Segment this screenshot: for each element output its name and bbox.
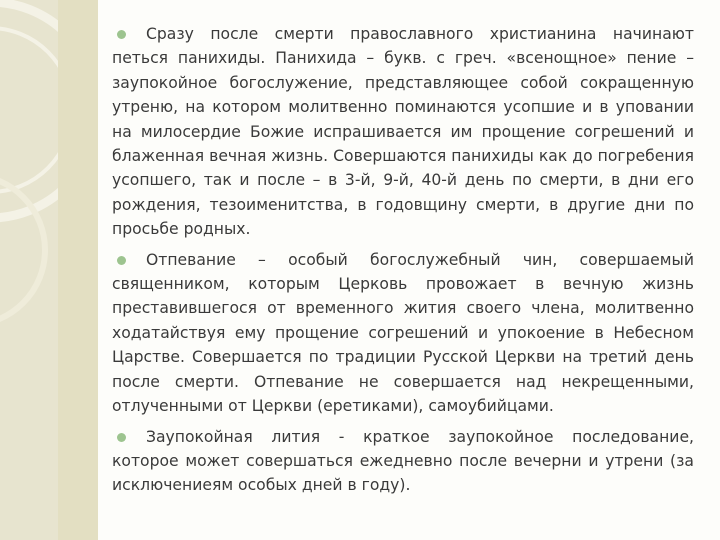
list-item-otpevanie [112, 248, 694, 419]
term-label: Заупокойная лития [146, 427, 321, 446]
term-label: Отпевание [146, 250, 236, 269]
bullet-icon [117, 433, 126, 442]
bullet-icon [117, 30, 126, 39]
paragraph-text: – особый богослужебный чин, совершаемый священником, которым Церковь провожает в вечную жизнь преставившегося от временного жития своего члена, молитвенно ходатайствуя ему прощение согрешений и упокоение в Небесном Царстве. Совершается по традиции Русской Церкви на третий день после смерти. Отпевание не совершается над некрещенными, отлученными от Церкви (еретиками), самоубийцами. [112, 250, 694, 416]
bullet-list [112, 22, 694, 504]
paragraph-text: - краткое заупокойное последование, которое может совершаться ежедневно после вечерни и утрени (за исключениеям особых дней в году). [112, 427, 694, 495]
list-item-litiya [112, 425, 694, 498]
decorative-stripe [58, 0, 98, 540]
decorative-ring-lower [0, 175, 45, 325]
bullet-icon [117, 256, 126, 265]
paragraph-text: Сразу после смерти православного христианина начинают петься панихиды. Панихида – букв. с греч. «всенощное» пение – заупокойное богослужение, представляющее собой сокращенную утреню, на котором молитвенно поминаются усопшие и в уповании на милосердие Божие испрашивается им прощение согрешений и блаженная вечная жизнь. Совершаются панихиды как до погребения усопшего, так и после – в 3-й, 9-й, 40-й день по смерти, в дни его рождения, тезоименитства, в годовщину смерти, в другие дни по просьбе родных. [112, 25, 694, 239]
list-item-panikhida [112, 22, 694, 242]
